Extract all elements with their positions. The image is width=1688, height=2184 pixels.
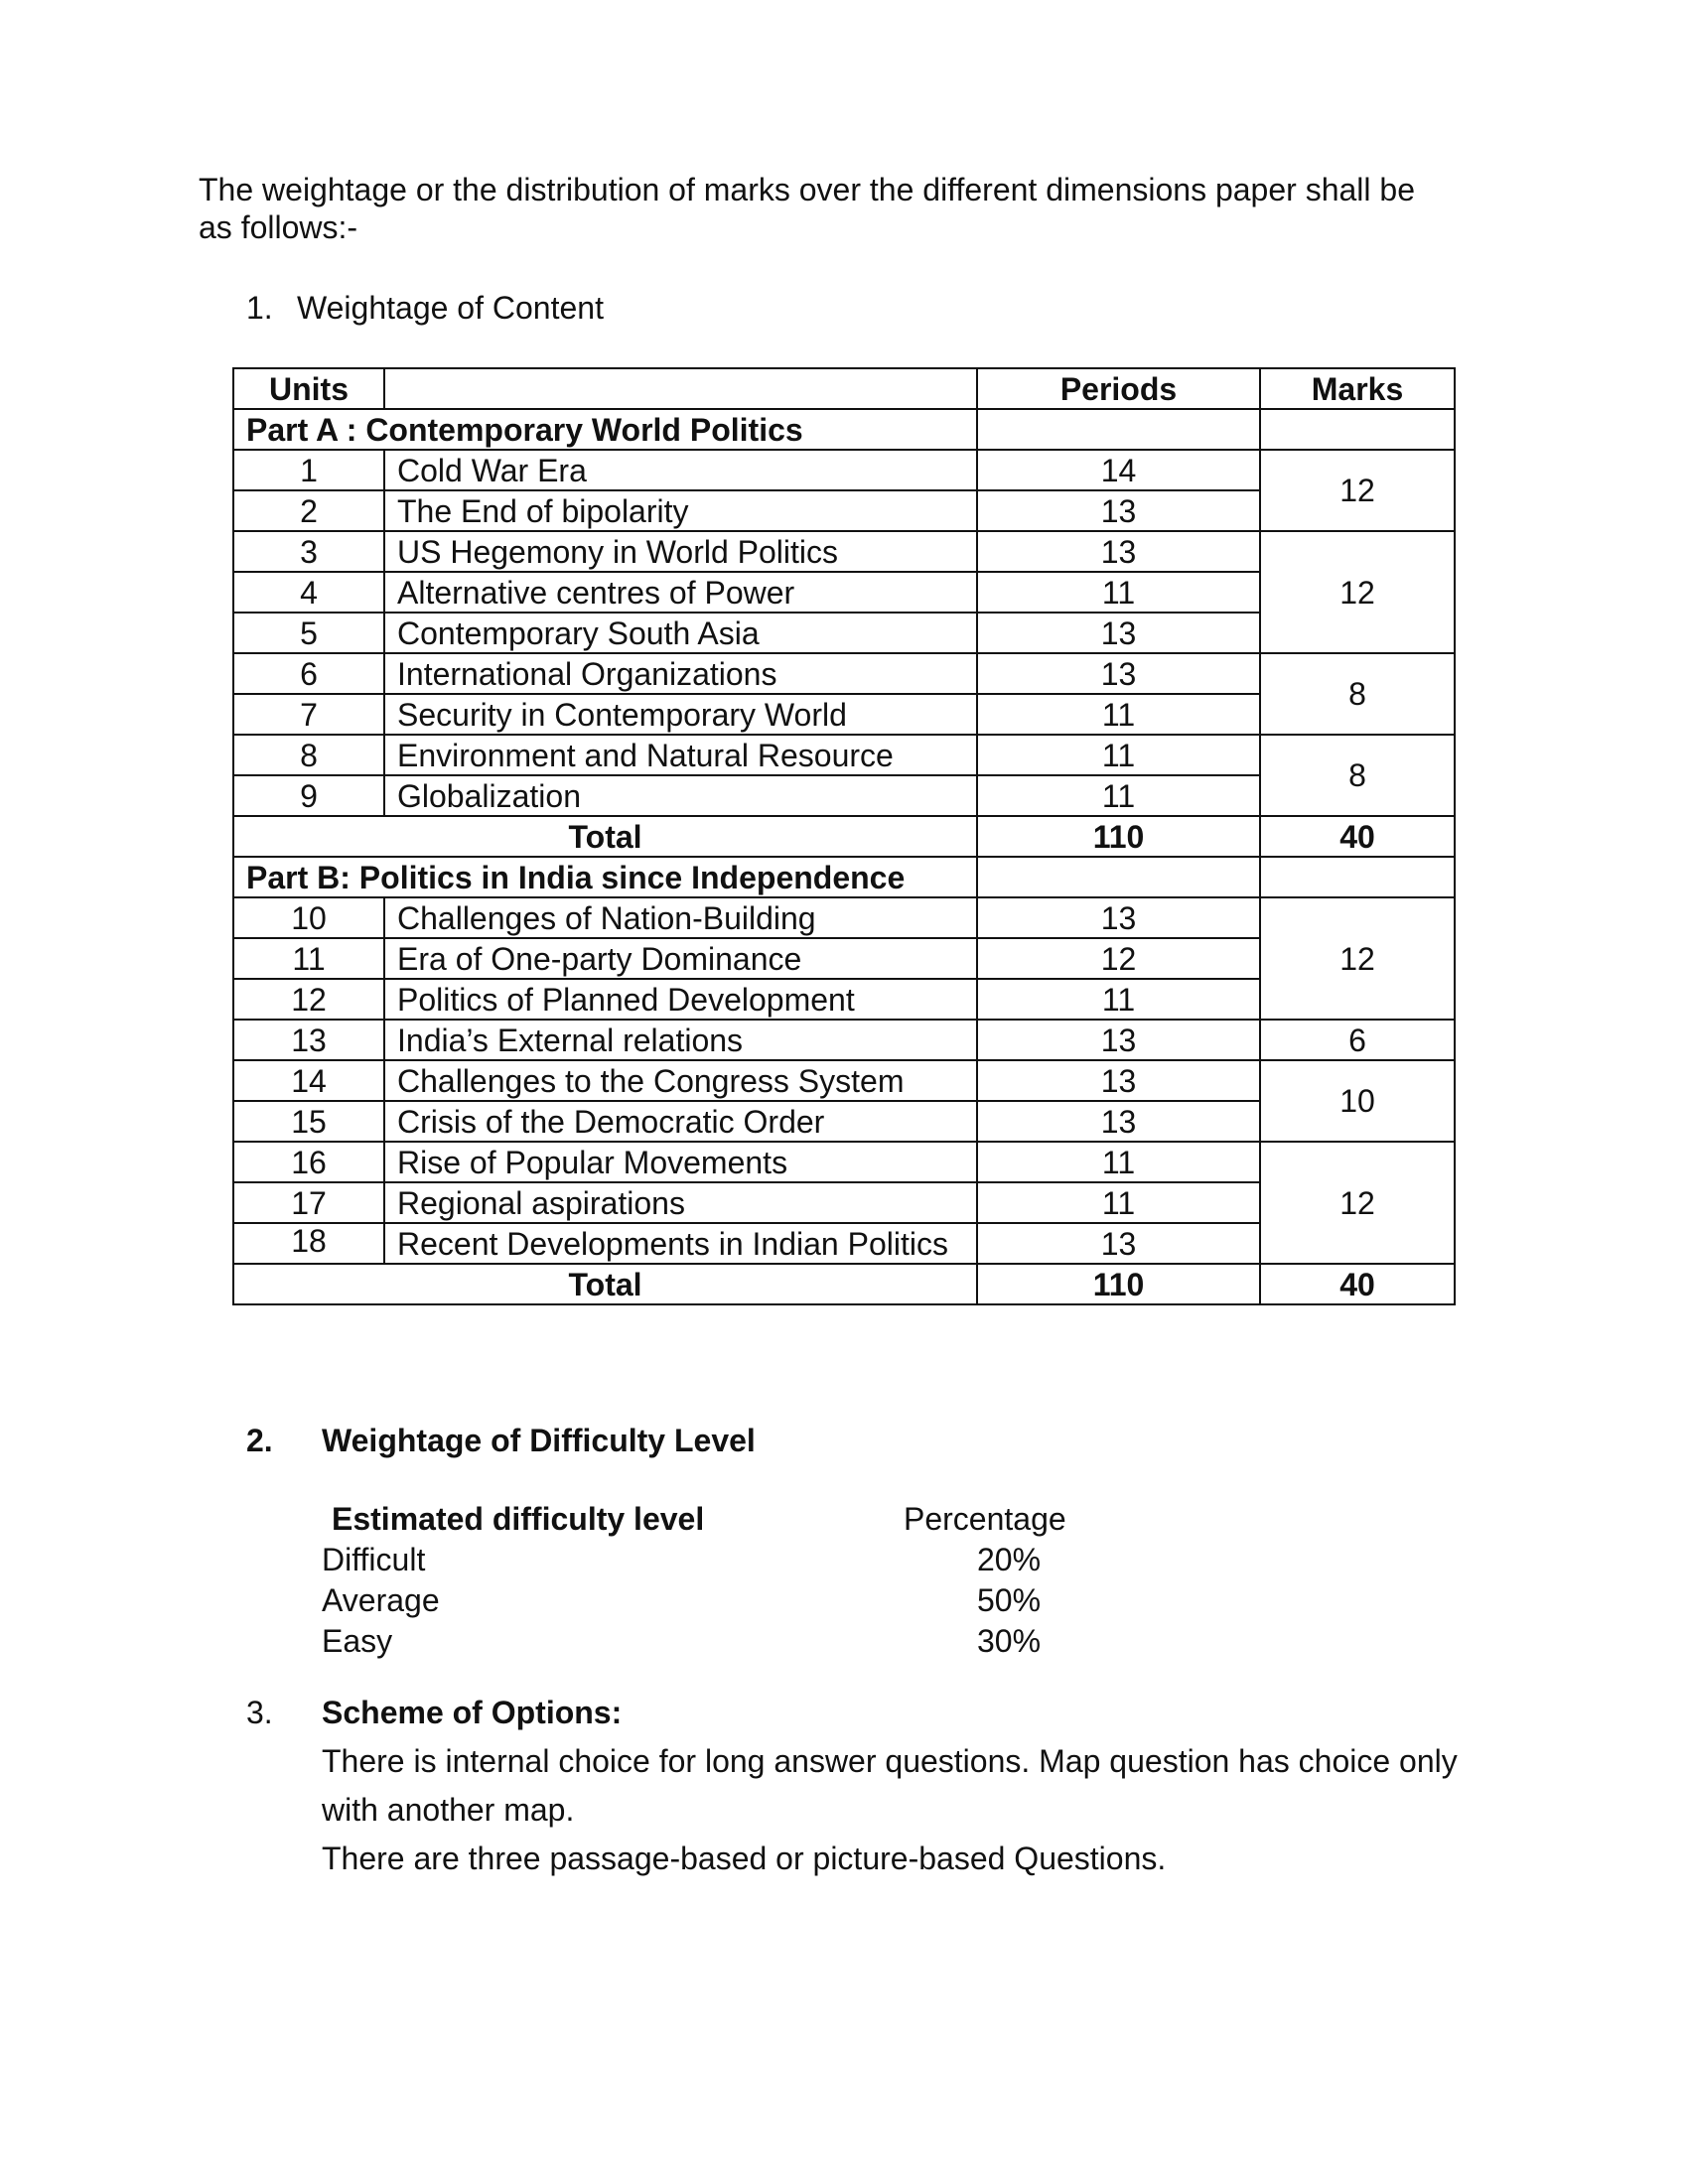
intro-paragraph: The weightage or the distribution of marks over the different dimensions paper shall be as follows:- — [199, 172, 1415, 245]
difficulty-percentage: 50% — [977, 1582, 1042, 1618]
unit-number: 4 — [233, 572, 384, 613]
difficulty-header-percentage: Percentage — [904, 1501, 1066, 1537]
section-2-number: 2. — [246, 1423, 273, 1458]
section-3-title: Scheme of Options: — [322, 1695, 623, 1730]
options-line-2: There are three passage-based or picture-based Questions. — [322, 1841, 1167, 1876]
unit-title: Security in Contemporary World — [384, 694, 977, 735]
unit-number: 18 — [233, 1223, 384, 1264]
difficulty-level: Difficult — [322, 1542, 426, 1577]
part-b-total-label: Total — [233, 1264, 977, 1304]
table-row — [233, 1142, 1455, 1182]
unit-periods: 13 — [977, 1101, 1260, 1142]
table-row — [233, 450, 1455, 490]
part-b-total-marks: 40 — [1260, 1264, 1455, 1304]
unit-number: 13 — [233, 1020, 384, 1060]
unit-number: 12 — [233, 979, 384, 1020]
table-row — [233, 735, 1455, 775]
unit-title: Alternative centres of Power — [384, 572, 977, 613]
part-a-periods-blank — [977, 409, 1260, 450]
unit-number: 17 — [233, 1182, 384, 1223]
section-1-number: 1. — [246, 290, 273, 326]
unit-number: 9 — [233, 775, 384, 816]
marks-group: 12 — [1260, 1142, 1455, 1264]
unit-periods: 11 — [977, 694, 1260, 735]
part-b-total-periods: 110 — [977, 1264, 1260, 1304]
marks-group: 8 — [1260, 735, 1455, 816]
unit-number: 16 — [233, 1142, 384, 1182]
marks-group: 12 — [1260, 450, 1455, 531]
unit-title: Environment and Natural Resource — [384, 735, 977, 775]
unit-periods: 13 — [977, 653, 1260, 694]
marks-group: 6 — [1260, 1020, 1455, 1060]
part-a-total-row — [233, 816, 1455, 857]
marks-group: 8 — [1260, 653, 1455, 735]
section-1-heading — [246, 289, 604, 327]
marks-group: 10 — [1260, 1060, 1455, 1142]
difficulty-header-level: Estimated difficulty level — [332, 1501, 705, 1537]
unit-periods: 11 — [977, 1142, 1260, 1182]
part-b-periods-blank — [977, 857, 1260, 897]
table-row — [233, 1060, 1455, 1101]
unit-number: 1 — [233, 450, 384, 490]
unit-number: 15 — [233, 1101, 384, 1142]
unit-number: 5 — [233, 613, 384, 653]
unit-periods: 13 — [977, 531, 1260, 572]
unit-number: 3 — [233, 531, 384, 572]
part-a-heading-row — [233, 409, 1455, 450]
unit-title: Globalization — [384, 775, 977, 816]
unit-title: Regional aspirations — [384, 1182, 977, 1223]
part-a-total-label: Total — [233, 816, 977, 857]
unit-periods: 13 — [977, 1020, 1260, 1060]
unit-title: The End of bipolarity — [384, 490, 977, 531]
unit-title: Rise of Popular Movements — [384, 1142, 977, 1182]
unit-periods: 13 — [977, 1060, 1260, 1101]
unit-title: India’s External relations — [384, 1020, 977, 1060]
unit-number: 11 — [233, 938, 384, 979]
unit-title: Era of One-party Dominance — [384, 938, 977, 979]
section-2-title: Weightage of Difficulty Level — [322, 1423, 756, 1458]
options-line-1: There is internal choice for long answer questions. Map question has choice only with another map. — [322, 1743, 1458, 1828]
unit-periods: 11 — [977, 572, 1260, 613]
unit-title: International Organizations — [384, 653, 977, 694]
unit-title: US Hegemony in World Politics — [384, 531, 977, 572]
difficulty-level: Easy — [322, 1623, 393, 1659]
unit-periods: 13 — [977, 897, 1260, 938]
part-b-marks-blank — [1260, 857, 1455, 897]
unit-number: 8 — [233, 735, 384, 775]
unit-periods: 14 — [977, 450, 1260, 490]
unit-periods: 12 — [977, 938, 1260, 979]
header-periods: Periods — [977, 368, 1260, 409]
unit-periods: 11 — [977, 1182, 1260, 1223]
unit-periods: 13 — [977, 613, 1260, 653]
table-row — [233, 531, 1455, 572]
unit-periods: 11 — [977, 735, 1260, 775]
section-3-heading — [246, 1694, 623, 1731]
header-blank — [384, 368, 977, 409]
unit-number: 7 — [233, 694, 384, 735]
difficulty-percentage: 20% — [977, 1542, 1042, 1577]
section-2-heading — [246, 1422, 756, 1459]
unit-periods: 13 — [977, 1223, 1260, 1264]
unit-title: Cold War Era — [384, 450, 977, 490]
unit-number: 14 — [233, 1060, 384, 1101]
part-b-heading-row — [233, 857, 1455, 897]
part-a-total-marks: 40 — [1260, 816, 1455, 857]
unit-title: Crisis of the Democratic Order — [384, 1101, 977, 1142]
table-row — [233, 1020, 1455, 1060]
table-row — [233, 653, 1455, 694]
unit-number: 2 — [233, 490, 384, 531]
unit-title: Challenges to the Congress System — [384, 1060, 977, 1101]
content-weightage-table — [232, 367, 1456, 1305]
part-b-title: Part B: Politics in India since Independence — [233, 857, 977, 897]
unit-number: 6 — [233, 653, 384, 694]
unit-title: Recent Developments in Indian Politics — [384, 1223, 977, 1264]
unit-periods: 11 — [977, 979, 1260, 1020]
unit-periods: 13 — [977, 490, 1260, 531]
section-1-title: Weightage of Content — [297, 290, 604, 326]
difficulty-percentage: 30% — [977, 1623, 1042, 1659]
part-a-marks-blank — [1260, 409, 1455, 450]
unit-number: 10 — [233, 897, 384, 938]
marks-group: 12 — [1260, 531, 1455, 653]
difficulty-level: Average — [322, 1582, 440, 1618]
header-units: Units — [233, 368, 384, 409]
section-3-number: 3. — [246, 1695, 273, 1730]
table-row — [233, 897, 1455, 938]
marks-group: 12 — [1260, 897, 1455, 1020]
unit-title: Challenges of Nation-Building — [384, 897, 977, 938]
scheme-of-options-text — [322, 1737, 1464, 1883]
unit-periods: 11 — [977, 775, 1260, 816]
unit-title: Politics of Planned Development — [384, 979, 977, 1020]
table-header-row — [233, 368, 1455, 409]
part-a-title: Part A : Contemporary World Politics — [233, 409, 977, 450]
unit-title: Contemporary South Asia — [384, 613, 977, 653]
part-b-total-row — [233, 1264, 1455, 1304]
header-marks: Marks — [1260, 368, 1455, 409]
part-a-total-periods: 110 — [977, 816, 1260, 857]
